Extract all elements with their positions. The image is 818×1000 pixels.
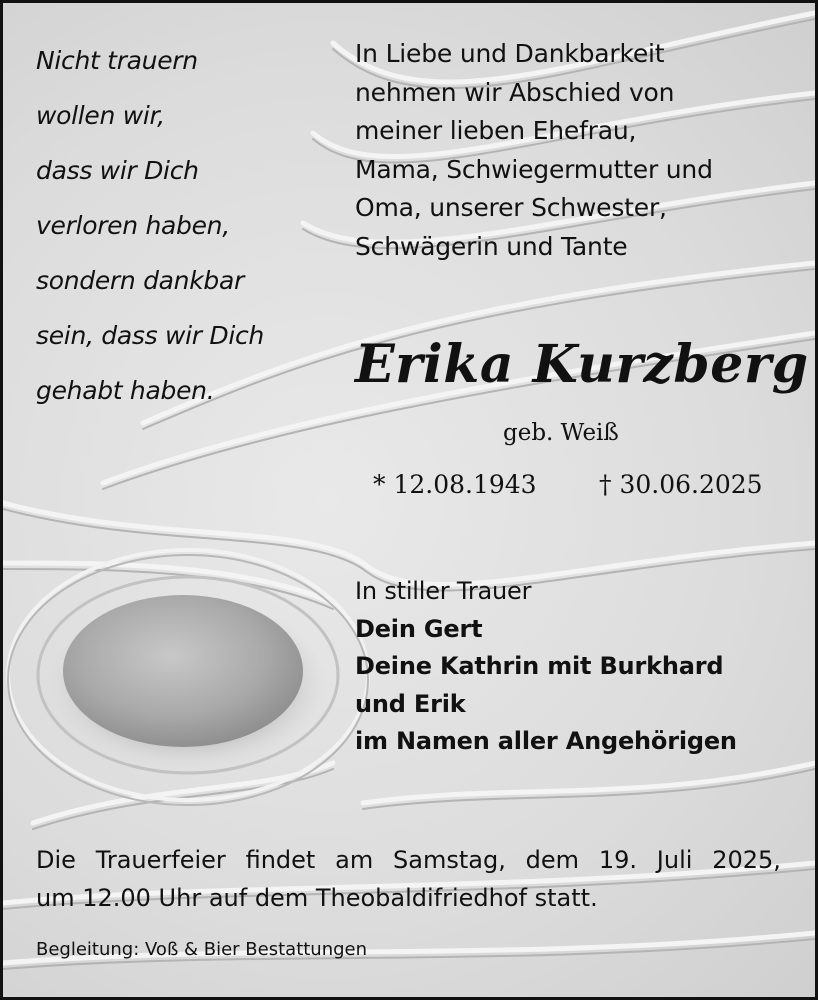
intro-line: In Liebe und Dankbarkeit: [355, 39, 665, 68]
ceremony-word: Die: [36, 846, 76, 874]
mourner-line: Deine Kathrin mit Burkhard: [355, 652, 724, 680]
birth-date: * 12.08.1943: [373, 470, 537, 499]
ceremony-word: findet: [245, 846, 316, 874]
poem-line: dass wir Dich: [36, 156, 199, 185]
poem: [36, 33, 316, 418]
death-date: † 30.06.2025: [599, 470, 763, 499]
ceremony-line-1: [36, 841, 781, 879]
ceremony-word: 2025,: [712, 846, 781, 874]
ceremony-word: Samstag,: [393, 846, 506, 874]
mourner-line: Dein Gert: [355, 614, 483, 643]
intro-line: Mama, Schwiegermutter und: [355, 154, 713, 184]
farewell-intro: [355, 35, 795, 266]
ceremony-word: 19.: [598, 846, 637, 874]
ceremony-word: dem: [525, 846, 580, 874]
intro-line: meiner lieben Ehefrau,: [355, 116, 637, 145]
poem-line: sondern dankbar: [36, 266, 244, 295]
poem-line: verloren haben,: [36, 211, 230, 240]
intro-line: nehmen wir Abschied von: [355, 77, 675, 107]
mourners-block: [355, 573, 795, 761]
poem-line: gehabt haben.: [36, 376, 215, 405]
ceremony-word: Trauerfeier: [95, 846, 226, 874]
poem-line: wollen wir,: [36, 101, 165, 130]
mourner-line: im Namen aller Angehörigen: [355, 727, 737, 755]
zen-stone: [63, 595, 303, 747]
ceremony-info: [36, 841, 781, 917]
intro-line: Oma, unserer Schwester,: [355, 193, 667, 222]
mourning-intro: In stiller Trauer: [355, 577, 532, 605]
ceremony-word: am: [335, 846, 374, 874]
maiden-name: geb. Weiß: [503, 420, 619, 446]
funeral-home: Begleitung: Voß & Bier Bestattungen: [36, 939, 368, 960]
mourner-line: und Erik: [355, 689, 466, 718]
ceremony-word: Juli: [656, 846, 693, 874]
deceased-name: Erika Kurzberg: [355, 334, 809, 395]
poem-line: Nicht trauern: [36, 46, 198, 75]
ceremony-line-2: um 12.00 Uhr auf dem Theobaldifriedhof statt.: [36, 884, 598, 912]
poem-line: sein, dass wir Dich: [36, 321, 264, 350]
intro-line: Schwägerin und Tante: [355, 231, 628, 261]
